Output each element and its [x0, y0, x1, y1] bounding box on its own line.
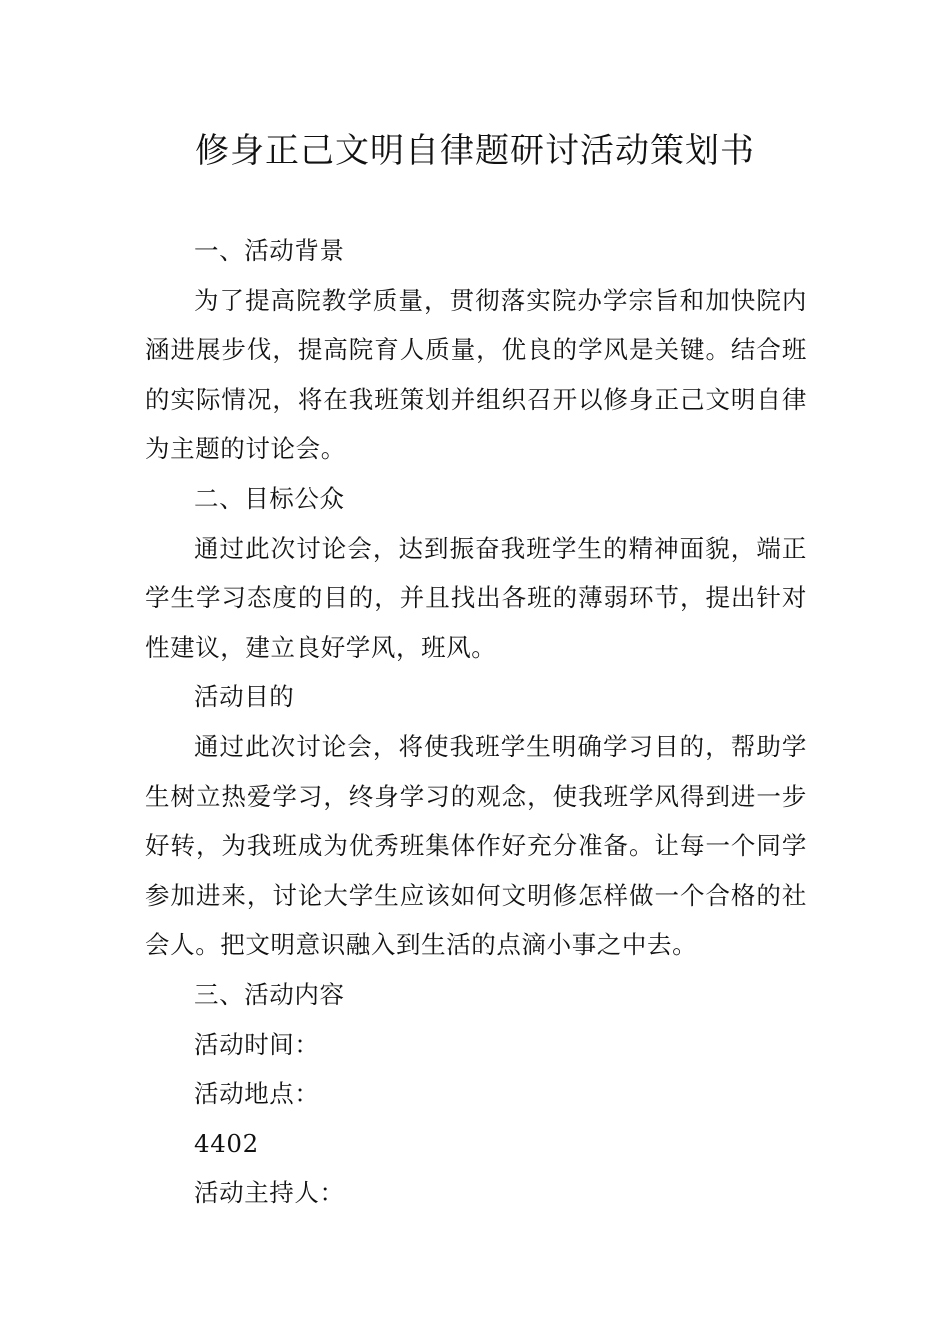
section-heading-content: 三、活动内容 [194, 979, 345, 1009]
paragraph-audience: 通过此次讨论会，达到振奋我班学生的精神面貌，端正学生学习态度的目的，并且找出各班的薄弱环节，提出针对性建议，建立良好学风，班风。 [145, 533, 807, 662]
section-heading-purpose: 活动目的 [194, 682, 295, 712]
document-body [145, 226, 807, 1218]
section-heading-background: 一、活动背景 [194, 236, 345, 265]
document-title: 修身正己文明自律题研讨活动策划书 [195, 131, 755, 171]
paragraph-background: 为了提高院教学质量，贯彻落实院办学宗旨和加快院内涵进展步伐，提高院育人质量，优良的学风是关键。结合班的实际情况，将在我班策划并组织召开以修身正己文明自律为主题的讨论会。 [145, 285, 807, 464]
field-activity-time: 活动时间： [194, 1029, 320, 1059]
section-heading-audience: 二、目标公众 [194, 483, 345, 513]
field-activity-host: 活动主持人： [194, 1178, 345, 1208]
field-activity-location: 活动地点： [194, 1079, 320, 1109]
field-location-value: 4402 [194, 1128, 259, 1158]
paragraph-purpose: 通过此次讨论会，将使我班学生明确学习目的，帮助学生树立热爱学习，终身学习的观念，使我班学风得到进一步好转，为我班成为优秀班集体作好充分准备。让每一个同学参加进来，讨论大学生应该如何文明修怎样做一个合格的社会人。把文明意识融入到生活的点滴小事之中去。 [145, 731, 807, 960]
